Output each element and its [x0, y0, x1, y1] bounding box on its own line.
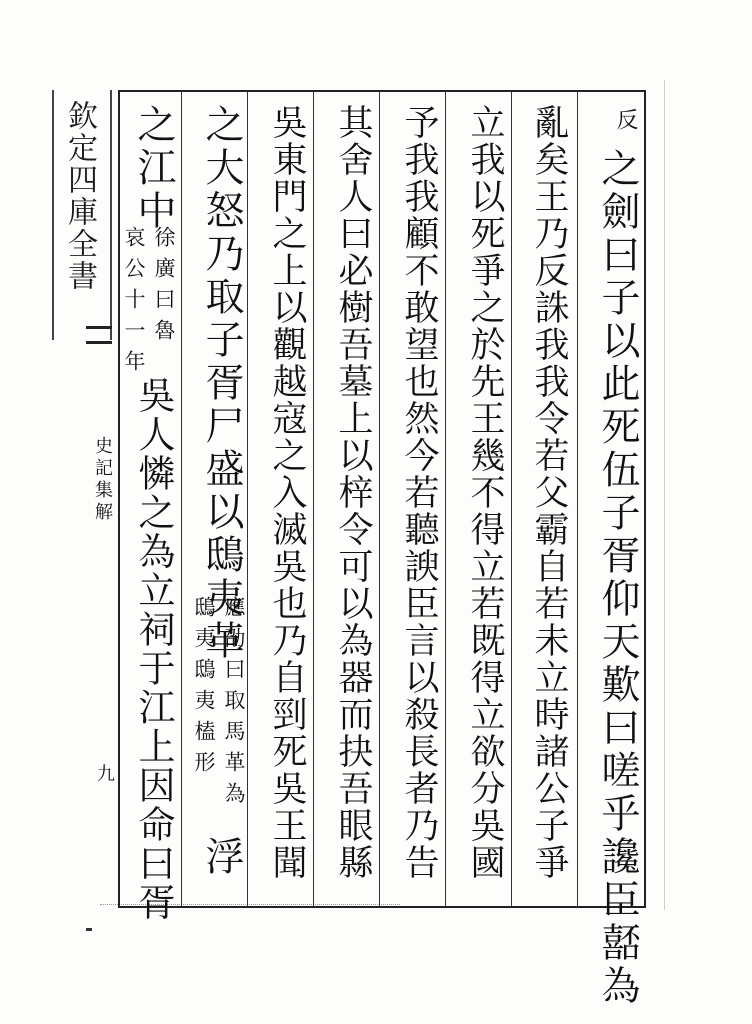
column-8: 吳人憐之為立祠于江上因命曰胥 — [132, 376, 175, 922]
column-rule — [379, 92, 380, 906]
column-rule — [247, 92, 248, 906]
column-2: 亂矣王乃反誅我我令若父霸自若未立時諸公子爭 — [529, 104, 569, 881]
column-6: 吳東門之上以觀越寇之入滅吳也乃自剄死吳王聞 — [267, 104, 307, 881]
column-7-note-right: 應劭曰取馬革為 — [222, 596, 246, 813]
column-4: 予我我顧不敢望也然今若聽諛臣言以殺長者乃告 — [399, 104, 439, 881]
column-7: 之大怒乃取子胥尸盛以鴟夷革 — [199, 104, 244, 663]
column-8-note-left: 哀公十一年 — [122, 226, 146, 381]
column-rule — [445, 92, 446, 906]
column-5: 其舍人曰必樹吾墓上以梓令可以為器而抉吾眼縣 — [333, 104, 373, 881]
spine-title: 欽定四庫全書 — [62, 100, 97, 292]
column-rule — [313, 92, 314, 906]
column-1-lead: 反 — [613, 108, 638, 136]
column-8-head: 之江中 — [131, 104, 176, 233]
column-7-tail: 浮 — [199, 836, 244, 879]
column-rule — [511, 92, 512, 906]
column-rule — [181, 92, 182, 906]
column-3: 立我以死爭之於先王幾不得立若既得立欲分吳國 — [465, 104, 505, 881]
column-8-note-right: 徐廣曰魯 — [152, 226, 176, 350]
page-edge — [664, 80, 665, 910]
edge-mark — [86, 928, 92, 931]
fishtail-mark-icon — [86, 326, 112, 344]
book-title: 史記集解 — [92, 436, 113, 524]
page-number: 九 — [97, 764, 115, 785]
column-rule — [577, 92, 578, 906]
column-1: 之劍曰子以此死伍子胥仰天歎曰嗟乎讒臣嚭為 — [595, 148, 640, 1008]
column-7-note-left: 鴟夷鴟夷榼形 — [192, 596, 216, 782]
